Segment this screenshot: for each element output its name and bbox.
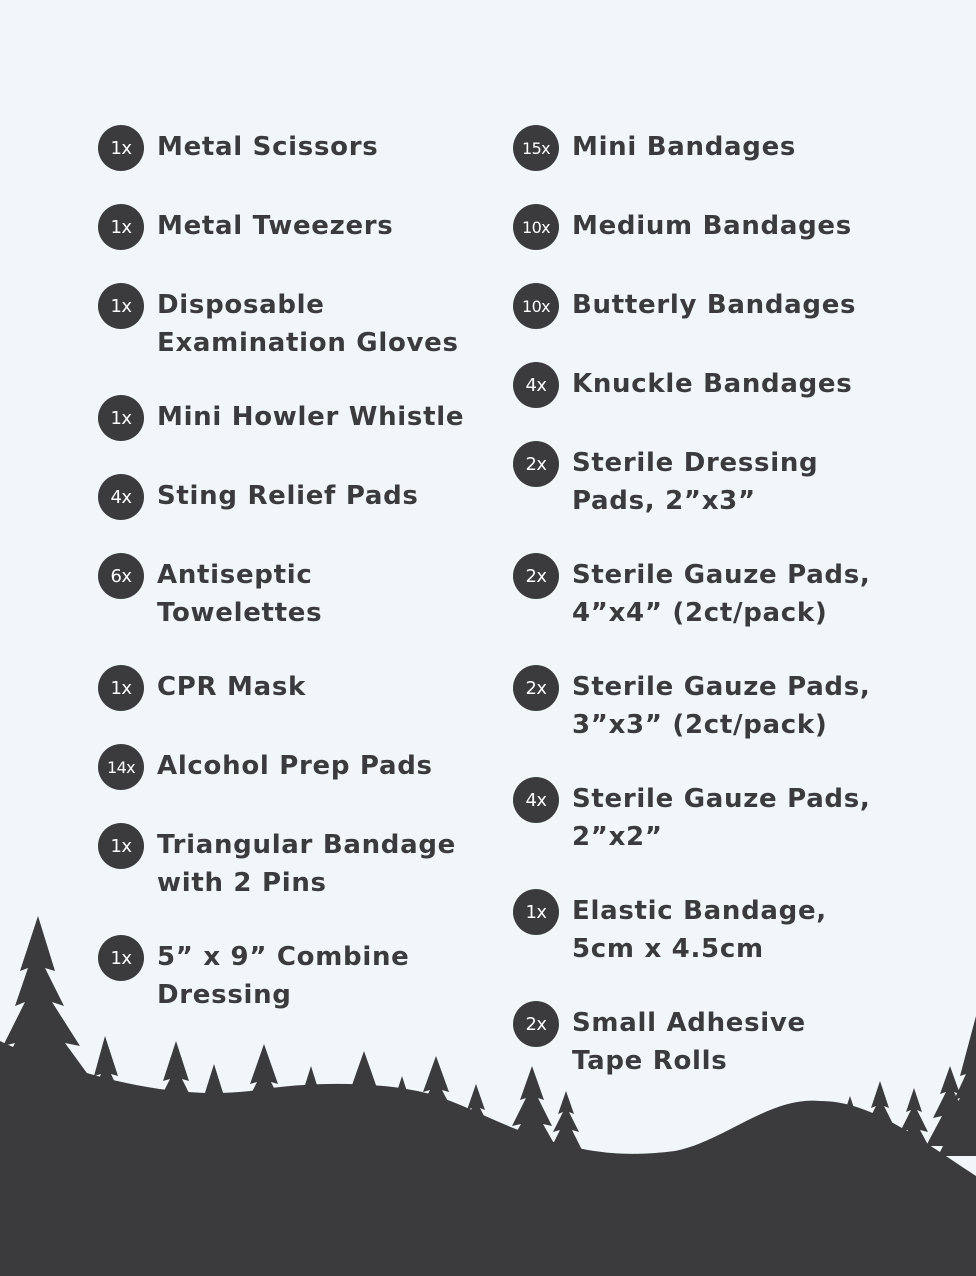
item-label: Alcohol Prep Pads	[157, 751, 433, 781]
list-item	[98, 207, 488, 250]
list-item	[98, 477, 488, 520]
list-item	[513, 444, 933, 520]
quantity-badge: 4x	[98, 474, 144, 520]
quantity-badge: 2x	[513, 441, 559, 487]
list-item	[513, 892, 933, 968]
item-label: Sterile Dressing Pads, 2”x3”	[572, 448, 819, 516]
list-item	[98, 826, 488, 902]
item-label: CPR Mask	[157, 672, 306, 702]
item-label: Knuckle Bandages	[572, 369, 853, 399]
item-label: Small Adhesive Tape Rolls	[572, 1008, 806, 1076]
quantity-badge: 10x	[513, 283, 559, 329]
list-item	[513, 286, 933, 329]
list-item	[98, 556, 488, 632]
quantity-badge: 10x	[513, 204, 559, 250]
list-item	[98, 398, 488, 441]
list-item	[513, 780, 933, 856]
item-label: Sting Relief Pads	[157, 481, 419, 511]
list-item	[513, 207, 933, 250]
list-item	[513, 668, 933, 744]
list-item	[98, 668, 488, 711]
item-label: Antiseptic Towelettes	[157, 560, 323, 628]
list-item	[98, 938, 488, 1014]
list-item	[513, 128, 933, 171]
item-label: Sterile Gauze Pads, 3”x3” (2ct/pack)	[572, 672, 871, 740]
item-label: Sterile Gauze Pads, 4”x4” (2ct/pack)	[572, 560, 871, 628]
item-label: Triangular Bandage with 2 Pins	[157, 830, 456, 898]
quantity-badge: 15x	[513, 125, 559, 171]
quantity-badge: 1x	[98, 665, 144, 711]
quantity-badge: 2x	[513, 1001, 559, 1047]
item-label: Elastic Bandage, 5cm x 4.5cm	[572, 896, 827, 964]
quantity-badge: 1x	[98, 204, 144, 250]
quantity-badge: 6x	[98, 553, 144, 599]
list-item	[98, 128, 488, 171]
list-item	[513, 556, 933, 632]
item-label: Metal Scissors	[157, 132, 379, 162]
quantity-badge: 1x	[98, 935, 144, 981]
left-item-list	[98, 128, 488, 1050]
list-item	[98, 747, 488, 790]
right-item-list	[513, 128, 933, 1116]
quantity-badge: 1x	[98, 823, 144, 869]
quantity-badge: 4x	[513, 777, 559, 823]
quantity-badge: 2x	[513, 553, 559, 599]
quantity-badge: 4x	[513, 362, 559, 408]
quantity-badge: 1x	[98, 283, 144, 329]
quantity-badge: 1x	[98, 395, 144, 441]
item-label: Medium Bandages	[572, 211, 852, 241]
item-label: 5” x 9” Combine Dressing	[157, 942, 410, 1010]
list-item	[513, 1004, 933, 1080]
list-item	[513, 365, 933, 408]
quantity-badge: 1x	[98, 125, 144, 171]
list-item	[98, 286, 488, 362]
item-label: Sterile Gauze Pads, 2”x2”	[572, 784, 871, 852]
quantity-badge: 1x	[513, 889, 559, 935]
item-label: Mini Howler Whistle	[157, 402, 465, 432]
item-label: Disposable Examination Gloves	[157, 290, 459, 358]
quantity-badge: 14x	[98, 744, 144, 790]
item-label: Butterly Bandages	[572, 290, 857, 320]
item-label: Metal Tweezers	[157, 211, 394, 241]
item-label: Mini Bandages	[572, 132, 797, 162]
quantity-badge: 2x	[513, 665, 559, 711]
